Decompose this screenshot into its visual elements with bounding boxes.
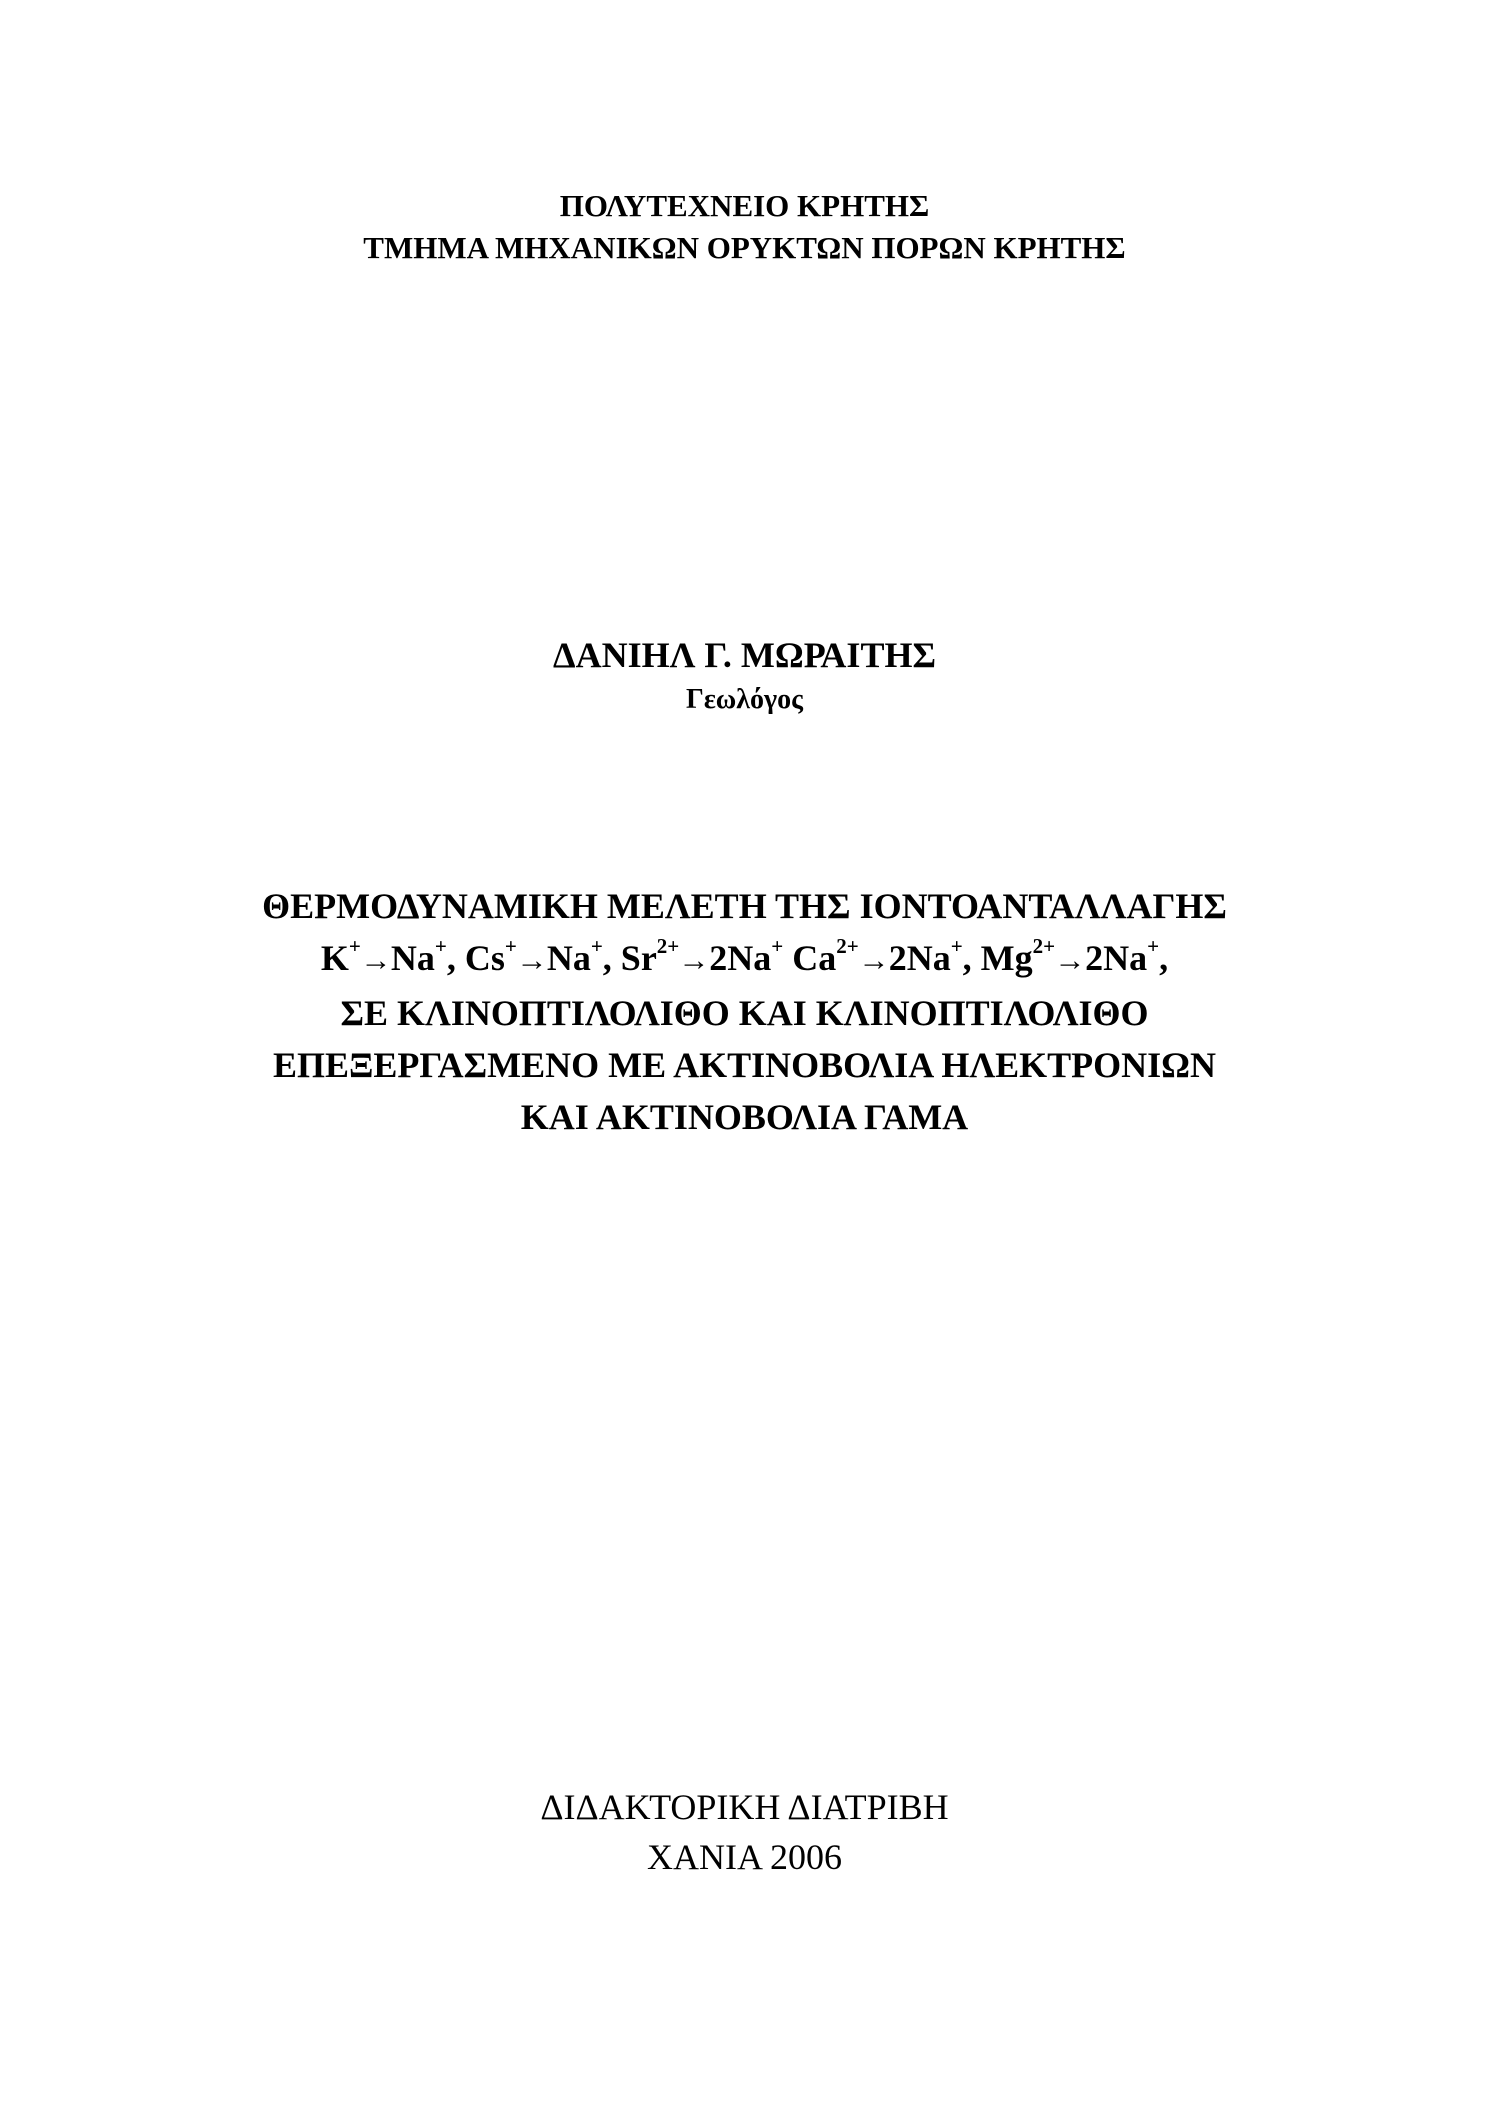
charge-na-4: + (950, 934, 963, 958)
author-name: ΔΑΝΙΗΛ Γ. ΜΩΡΑΙΤΗΣ (553, 635, 936, 675)
charge-cs: + (504, 934, 517, 958)
ion-sr: Sr (620, 938, 657, 978)
thesis-footer (0, 1782, 1489, 1882)
institution-name: ΠΟΛΥΤΕΧΝΕΙΟ ΚΡΗΤΗΣ (559, 188, 930, 223)
title-line-5: ΚΑΙ ΑΚΤΙΝΟΒΟΛΙΑ ΓΑΜΑ (520, 1097, 969, 1137)
ion-k: K (320, 938, 349, 978)
charge-k: + (348, 934, 361, 958)
arrow-icon: → (1054, 944, 1086, 977)
charge-mg: 2+ (1032, 934, 1056, 958)
title-line-2-formula (0, 932, 1489, 987)
arrow-icon: → (516, 944, 548, 977)
line-end-comma: , (1159, 938, 1169, 978)
separator-4: , (962, 938, 981, 978)
ion-na-2: Na (546, 938, 591, 978)
charge-na-1: + (434, 934, 447, 958)
author-role: Γεωλόγος (686, 684, 803, 715)
department-name: ΤΜΗΜΑ ΜΗΧΑΝΙΚΩΝ ΟΡΥΚΤΩΝ ΠΟΡΩΝ ΚΡΗΤΗΣ (363, 230, 1126, 265)
arrow-icon: → (857, 944, 890, 977)
thesis-type: ΔΙΔΑΚΤΟΡΙΚΗ ΔΙΑΤΡΙΒΗ (540, 1787, 949, 1827)
arrow-icon: → (678, 944, 711, 977)
separator-3 (783, 938, 792, 978)
separator-2: , (602, 938, 621, 978)
ion-na-5: 2Na (1085, 938, 1148, 978)
arrow-icon: → (360, 944, 392, 977)
author-section (0, 630, 1489, 720)
ion-cs: Cs (464, 938, 505, 978)
ion-mg: Mg (980, 938, 1033, 978)
charge-sr: 2+ (656, 934, 680, 958)
ion-na-3: 2Na (709, 938, 772, 978)
charge-na-5: + (1147, 934, 1160, 958)
place-year: ΧΑΝΙΑ 2006 (647, 1837, 842, 1877)
institution-header (0, 185, 1489, 269)
thesis-title (0, 880, 1489, 1143)
charge-na-3: + (771, 934, 784, 958)
title-line-4: ΕΠΕΞΕΡΓΑΣΜΕΝΟ ΜΕ ΑΚΤΙΝΟΒΟΛΙΑ ΗΛΕΚΤΡΟΝΙΩΝ (273, 1045, 1216, 1085)
charge-na-2: + (590, 934, 603, 958)
ion-ca: Ca (792, 938, 837, 978)
ion-na-1: Na (390, 938, 435, 978)
title-line-3: ΣΕ ΚΛΙΝΟΠΤΙΛΟΛΙΘΟ ΚΑΙ ΚΛΙΝΟΠΤΙΛΟΛΙΘΟ (340, 993, 1149, 1033)
ion-na-4: 2Na (888, 938, 951, 978)
separator-1: , (446, 938, 465, 978)
charge-ca: 2+ (836, 934, 859, 958)
title-line-1: ΘΕΡΜΟΔΥΝΑΜΙΚΗ ΜΕΛΕΤΗ ΤΗΣ ΙΟΝΤΟΑΝΤΑΛΛΑΓΗΣ (262, 886, 1227, 926)
